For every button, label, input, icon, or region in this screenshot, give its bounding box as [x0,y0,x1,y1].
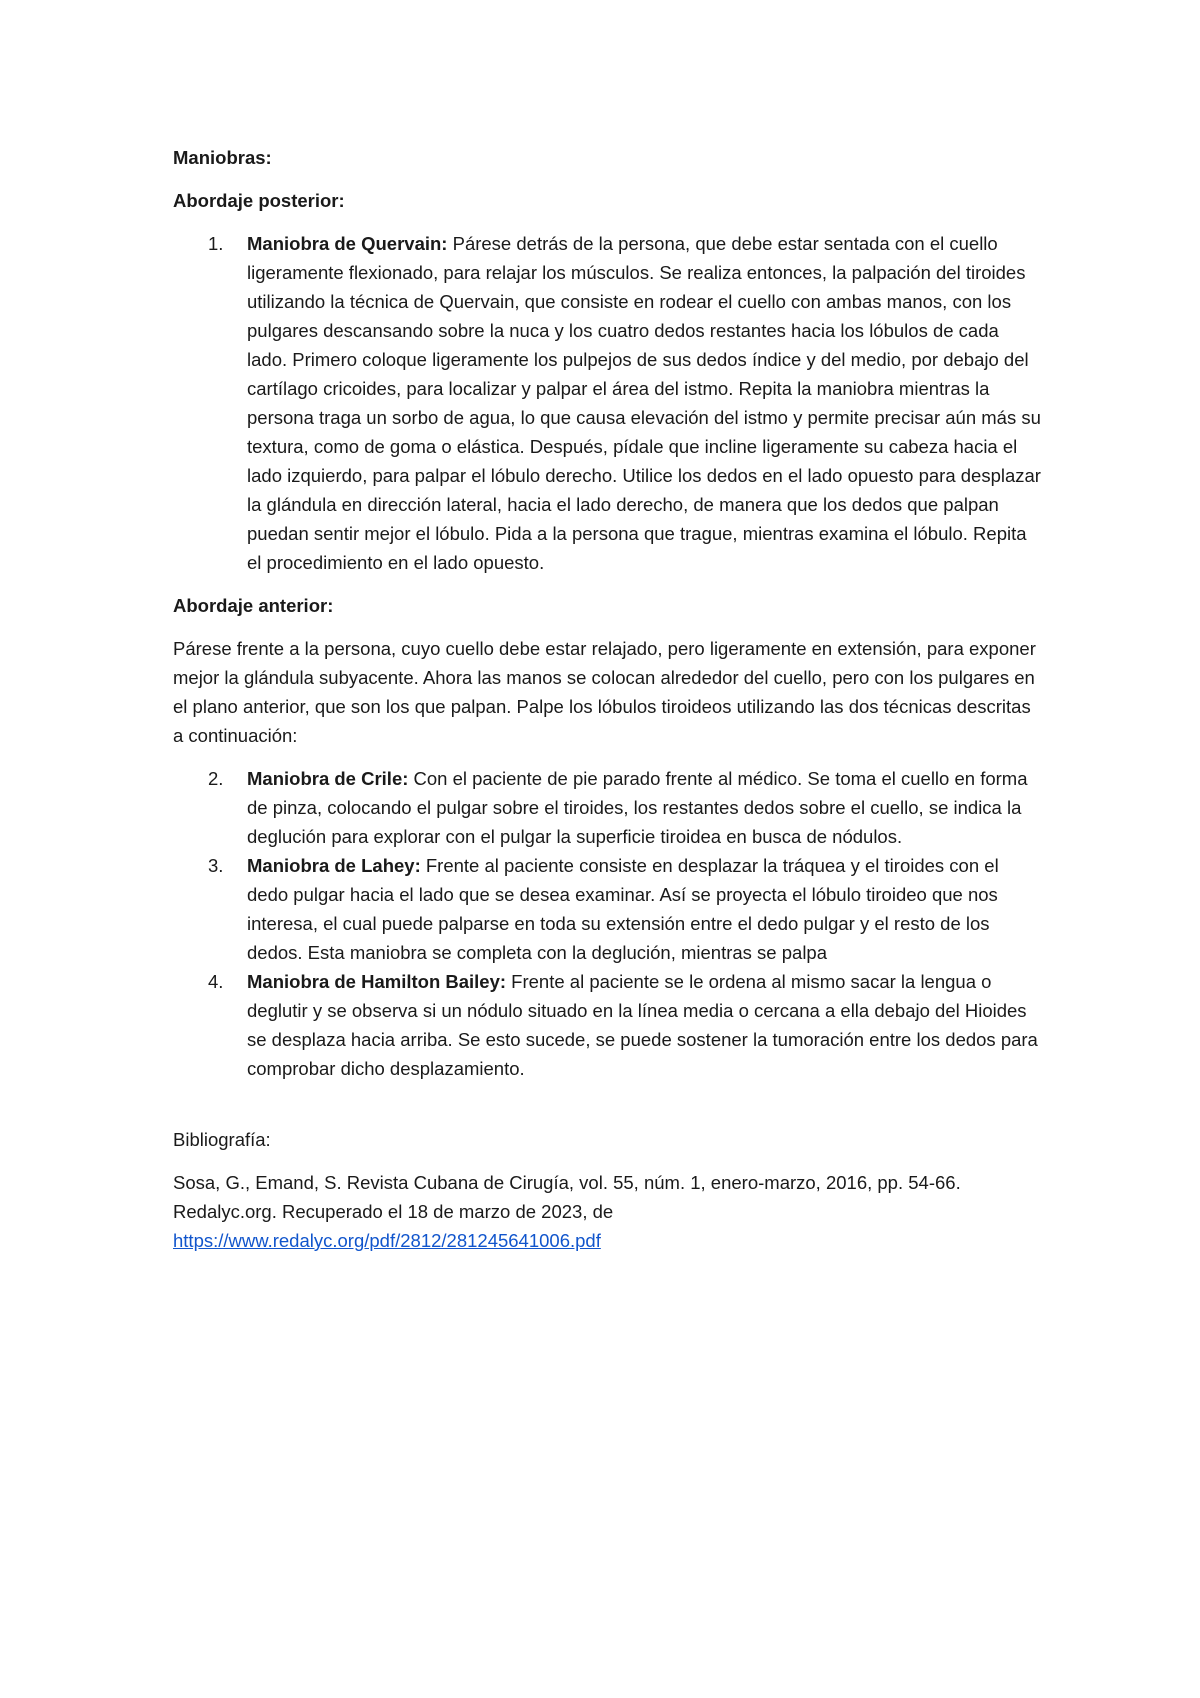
bibliography-heading: Bibliografía: [173,1129,271,1150]
list-number: 4. [208,971,224,992]
anterior-heading: Abordaje anterior: [173,595,334,616]
maneuver-term: Maniobra de Hamilton Bailey: [247,971,507,992]
list-item-lahey [173,851,1043,967]
list-number: 2. [208,768,224,789]
list-number: 1. [208,233,224,254]
document-page [173,143,1043,1269]
posterior-list [173,229,1043,577]
maneuver-term: Maniobra de Quervain: [247,233,448,254]
maneuver-term: Maniobra de Lahey: [247,855,421,876]
list-number: 3. [208,855,224,876]
list-item-quervain [173,229,1043,577]
posterior-heading: Abordaje posterior: [173,190,345,211]
spacer [173,1097,1043,1125]
maneuver-text: Párese detrás de la persona, que debe estar sentada con el cuello ligeramente flexionado, para relajar los músculos. Se realiza entonces, la palpación del tiroides utilizando la técnica de Quervain, que consiste en rodear el cuello con ambas manos, con los pulgares descansando sobre la nuca y los cuatro dedos restantes hacia los lóbulos de cada lado. Primero coloque ligeramente los pulpejos de sus dedos índice y del medio, por debajo del cartílago cricoides, para localizar y palpar el área del istmo. Repita la maniobra mientras la persona traga un sorbo de agua, lo que causa elevación del istmo y permite precisar aún más su textura, como de goma o elástica. Después, pídale que incline ligeramente su cabeza hacia el lado izquierdo, para palpar el lóbulo derecho. Utilice los dedos en el lado opuesto para desplazar la glándula en dirección lateral, hacia el lado derecho, de manera que los dedos que palpan puedan sentir mejor el lóbulo. Pida a la persona que trague, mientras examina el lóbulo. Repita el procedimiento en el lado opuesto. [247,233,1041,573]
maneuver-term: Maniobra de Crile: [247,768,409,789]
list-item-crile [173,764,1043,851]
maneuver-text: Frente al paciente consiste en desplazar la tráquea y el tiroides con el dedo pulgar hacia el lado que se desea examinar. Así se proyecta el lóbulo tiroideo que nos interesa, el cual puede palparse en toda su extensión entre el dedo pulgar y el resto de los dedos. Esta maniobra se completa con la deglución, mientras se palpa [247,855,999,963]
list-item-hamilton-bailey [173,967,1043,1083]
maneuver-text: Con el paciente de pie parado frente al médico. Se toma el cuello en forma de pinza, colocando el pulgar sobre el tiroides, los restantes dedos sobre el cuello, se indica la deglución para explorar con el pulgar la superficie tiroidea en busca de nódulos. [247,768,1028,847]
maneuver-text: Frente al paciente se le ordena al mismo sacar la lengua o deglutir y se observa si un nódulo situado en la línea media o cercana a ella debajo del Hioides se desplaza hacia arriba. Se esto sucede, se puede sostener la tumoración entre los dedos para comprobar dicho desplazamiento. [247,971,1038,1079]
anterior-intro: Párese frente a la persona, cuyo cuello debe estar relajado, pero ligeramente en extensión, para exponer mejor la glándula subyacente. Ahora las manos se colocan alrededor del cuello, pero con los pulgares en el plano anterior, que son los que palpan. Palpe los lóbulos tiroideos utilizando las dos técnicas descritas a continuación: [173,638,1036,746]
reference-link[interactable]: https://www.redalyc.org/pdf/2812/281245641006.pdf [173,1230,601,1251]
reference-text: Sosa, G., Emand, S. Revista Cubana de Cirugía, vol. 55, núm. 1, enero-marzo, 2016, pp. 54-66. Redalyc.org. Recuperado el 18 de marzo de 2023, de [173,1172,961,1222]
bibliography-reference [173,1168,1043,1255]
document-title: Maniobras: [173,147,272,168]
anterior-list [173,764,1043,1083]
